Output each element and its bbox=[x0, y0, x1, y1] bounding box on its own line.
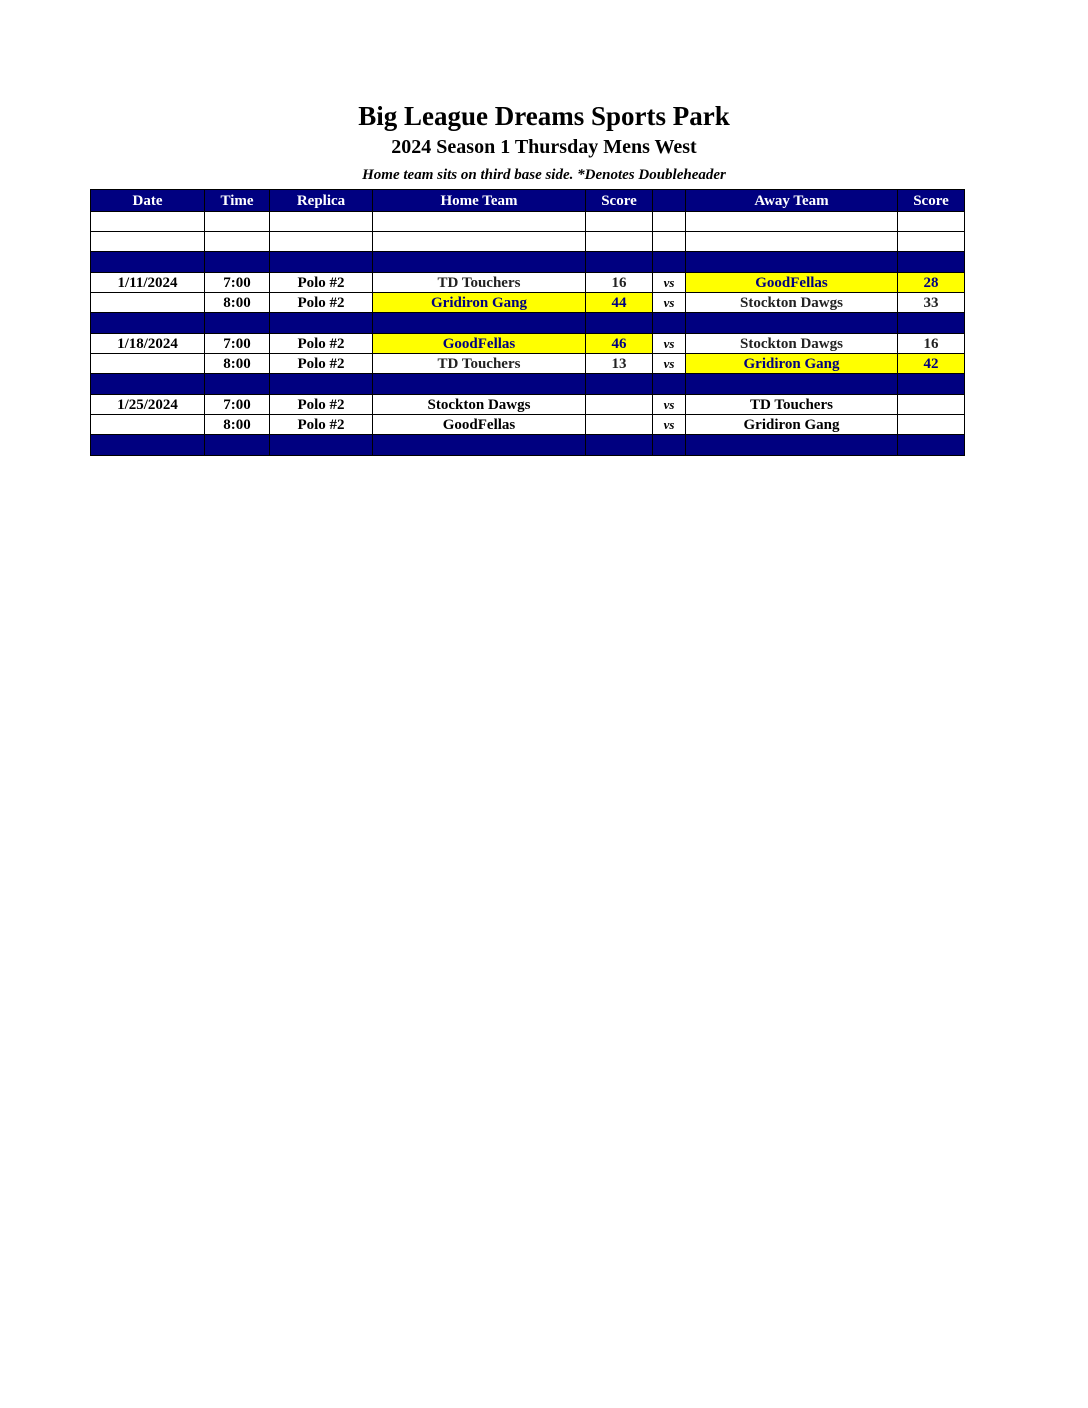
game-time: 8:00 bbox=[205, 293, 270, 313]
game-replica: Polo #2 bbox=[270, 273, 373, 293]
game-replica: Polo #2 bbox=[270, 334, 373, 354]
away-team: Gridiron Gang bbox=[686, 354, 898, 374]
game-date bbox=[91, 293, 205, 313]
week-separator bbox=[91, 374, 965, 395]
home-score: 44 bbox=[586, 293, 653, 313]
game-date: 1/25/2024 bbox=[91, 395, 205, 415]
col-header-home-team: Home Team bbox=[373, 190, 586, 212]
game-replica: Polo #2 bbox=[270, 395, 373, 415]
table-row bbox=[91, 273, 965, 293]
game-date bbox=[91, 354, 205, 374]
home-team: TD Touchers bbox=[373, 354, 586, 374]
home-score: 13 bbox=[586, 354, 653, 374]
page-subtitle: 2024 Season 1 Thursday Mens West bbox=[391, 136, 697, 158]
home-team: Gridiron Gang bbox=[373, 293, 586, 313]
game-date: 1/11/2024 bbox=[91, 273, 205, 293]
blank-row bbox=[91, 232, 965, 252]
away-score: 42 bbox=[898, 354, 965, 374]
game-replica: Polo #2 bbox=[270, 293, 373, 313]
away-score: 33 bbox=[898, 293, 965, 313]
col-header-time: Time bbox=[205, 190, 270, 212]
away-team: Gridiron Gang bbox=[686, 415, 898, 435]
schedule-note: Home team sits on third base side. *Denotes Doubleheader bbox=[362, 167, 726, 183]
home-team: GoodFellas bbox=[373, 334, 586, 354]
vs-label: vs bbox=[653, 354, 686, 374]
table-row bbox=[91, 354, 965, 374]
week-separator bbox=[91, 313, 965, 334]
home-score bbox=[586, 395, 653, 415]
home-team: Stockton Dawgs bbox=[373, 395, 586, 415]
game-time: 8:00 bbox=[205, 354, 270, 374]
game-date: 1/18/2024 bbox=[91, 334, 205, 354]
table-row bbox=[91, 415, 965, 435]
home-team: GoodFellas bbox=[373, 415, 586, 435]
table-row bbox=[91, 395, 965, 415]
col-header-vs bbox=[653, 190, 686, 212]
col-header-replica: Replica bbox=[270, 190, 373, 212]
vs-label: vs bbox=[653, 293, 686, 313]
col-header-away-team: Away Team bbox=[686, 190, 898, 212]
header-row bbox=[91, 190, 965, 212]
col-header-away-score: Score bbox=[898, 190, 965, 212]
away-team: GoodFellas bbox=[686, 273, 898, 293]
away-team: Stockton Dawgs bbox=[686, 334, 898, 354]
vs-label: vs bbox=[653, 395, 686, 415]
week-separator bbox=[91, 252, 965, 273]
home-team: TD Touchers bbox=[373, 273, 586, 293]
game-time: 8:00 bbox=[205, 415, 270, 435]
home-score: 16 bbox=[586, 273, 653, 293]
table-row bbox=[91, 293, 965, 313]
home-score: 46 bbox=[586, 334, 653, 354]
page-title: Big League Dreams Sports Park bbox=[358, 101, 730, 131]
week-separator bbox=[91, 435, 965, 456]
game-date bbox=[91, 415, 205, 435]
game-replica: Polo #2 bbox=[270, 354, 373, 374]
blank-row bbox=[91, 212, 965, 232]
col-header-home-score: Score bbox=[586, 190, 653, 212]
schedule-table bbox=[90, 189, 965, 456]
table-row bbox=[91, 334, 965, 354]
game-time: 7:00 bbox=[205, 334, 270, 354]
vs-label: vs bbox=[653, 273, 686, 293]
vs-label: vs bbox=[653, 334, 686, 354]
game-time: 7:00 bbox=[205, 395, 270, 415]
game-replica: Polo #2 bbox=[270, 415, 373, 435]
away-score bbox=[898, 395, 965, 415]
away-score: 16 bbox=[898, 334, 965, 354]
col-header-date: Date bbox=[91, 190, 205, 212]
away-score: 28 bbox=[898, 273, 965, 293]
away-score bbox=[898, 415, 965, 435]
game-time: 7:00 bbox=[205, 273, 270, 293]
away-team: Stockton Dawgs bbox=[686, 293, 898, 313]
vs-label: vs bbox=[653, 415, 686, 435]
home-score bbox=[586, 415, 653, 435]
away-team: TD Touchers bbox=[686, 395, 898, 415]
